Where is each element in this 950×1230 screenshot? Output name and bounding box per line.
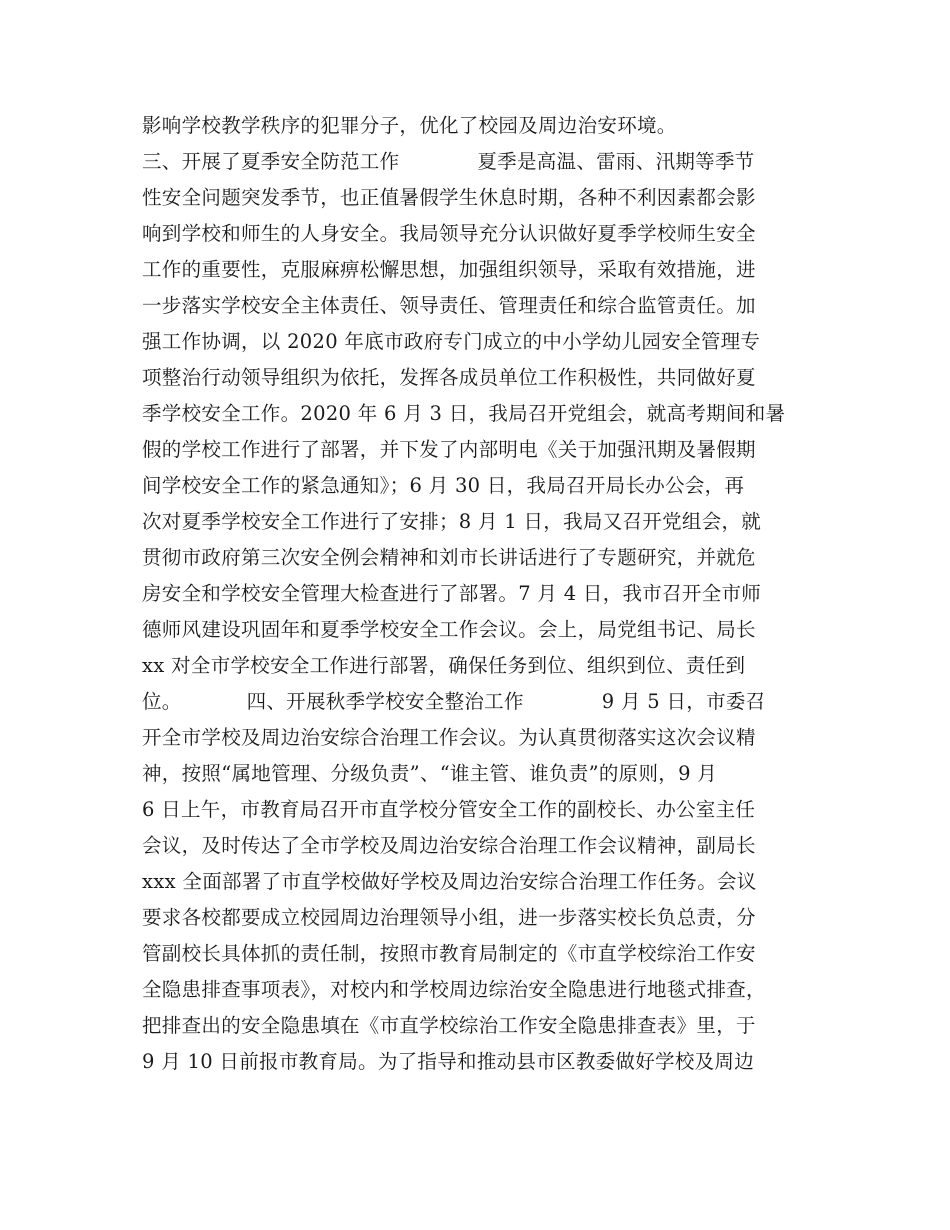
text-line: 三、开展了夏季安全防范工作 夏季是高温、雷雨、汛期等季节	[142, 150, 755, 173]
text-line: 9 月 10 日前报市教育局。为了指导和推动县市区教委做好学校及周边	[142, 1050, 755, 1073]
text-line: 响到学校和师生的人身安全。我局领导充分认识做好夏季学校师生安全	[142, 222, 756, 245]
text-line: 工作的重要性，克服麻痹松懈思想，加强组织领导，采取有效措施，进	[142, 258, 756, 281]
text-line: 开全市学校及周边治安综合治理工作会议。为认真贯彻落实这次会议精	[142, 726, 756, 749]
text-line: 6 日上午，市教育局召开市直学校分管安全工作的副校长、办公室主任	[142, 798, 756, 821]
text-line: 要求各校都要成立校园周边治理领导小组，进一步落实校长负总责，分	[142, 906, 756, 929]
text-line: 性安全问题突发季节，也正值暑假学生休息时期，各种不利因素都会影	[142, 186, 756, 209]
text-line: 假的学校工作进行了部署，并下发了内部明电《关于加强汛期及暑假期	[142, 438, 756, 461]
text-line: 影响学校教学秩序的犯罪分子，优化了校园及周边治安环境。	[142, 114, 677, 137]
text-line: 次对夏季学校安全工作进行了安排；8 月 1 日，我局又召开党组会，就	[142, 510, 762, 533]
text-line: xx 对全市学校安全工作进行部署，确保任务到位、组织到位、责任到	[142, 654, 746, 677]
text-line: 全隐患排查事项表》，对校内和学校周边综治安全隐患进行地毯式排查，	[142, 978, 766, 1001]
text-line: xxx 全面部署了市直学校做好学校及周边治安综合治理工作任务。会议	[142, 870, 757, 893]
text-line: 项整治行动领导组织为依托，发挥各成员单位工作积极性，共同做好夏	[142, 366, 756, 389]
text-line: 强工作协调，以 2020 年底市政府专门成立的中小学幼儿园安全管理专	[142, 330, 761, 353]
text-line: 季学校安全工作。2020 年 6 月 3 日，我局召开党组会，就高考期间和暑	[142, 402, 786, 425]
text-line: 会议，及时传达了全市学校及周边治安综合治理工作会议精神，副局长	[142, 834, 756, 857]
text-line: 房安全和学校安全管理大检查进行了部署。7 月 4 日，我市召开全市师	[142, 582, 762, 605]
text-line: 德师风建设巩固年和夏季学校安全工作会议。会上，局党组书记、局长	[142, 618, 756, 641]
text-line: 神，按照“属地管理、分级负责”、“谁主管、谁负责”的原则，9 月	[142, 762, 718, 785]
text-line: 贯彻市政府第三次安全例会精神和刘市长讲话进行了专题研究，并就危	[142, 546, 756, 569]
text-line: 一步落实学校安全主体责任、领导责任、管理责任和综合监管责任。加	[142, 294, 756, 317]
text-line: 位。 四、开展秋季学校安全整治工作 9 月 5 日，市委召	[142, 690, 766, 713]
text-line: 间学校安全工作的紧急通知》；6 月 30 日，我局召开局长办公会，再	[142, 474, 745, 497]
body-text	[142, 108, 822, 1080]
text-line: 把排查出的安全隐患填在《市直学校综治工作安全隐患排查表》里，于	[142, 1014, 756, 1037]
text-line: 管副校长具体抓的责任制，按照市教育局制定的《市直学校综治工作安	[142, 942, 756, 965]
